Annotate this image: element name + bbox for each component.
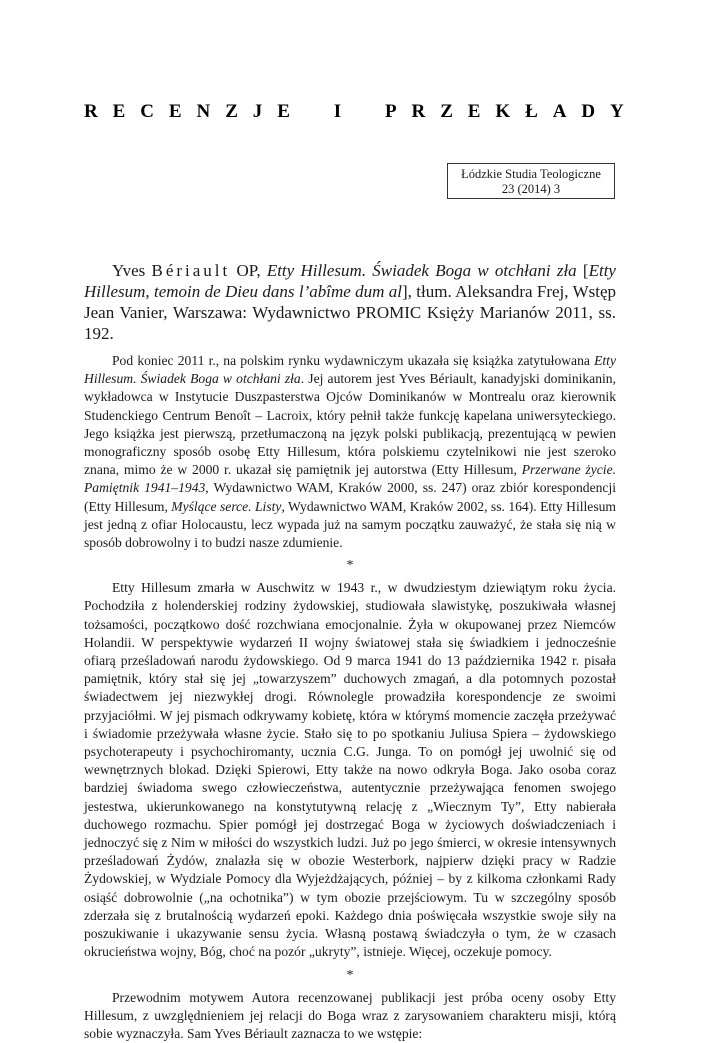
- journal-issue: 23 (2014) 3: [448, 182, 614, 197]
- citation-bracket-open: [: [577, 261, 589, 280]
- heading-letter: R: [412, 100, 426, 124]
- journal-name: Łódzkie Studia Teologiczne: [448, 167, 614, 182]
- section-heading: [84, 100, 624, 124]
- heading-letter: D: [581, 100, 595, 124]
- paragraph-motif: Przewodnim motywem Autora recenzowanej publikacji jest próba oceny osoby Etty Hillesum, z uwzględnieniem jej relacji do Boga wraz z zarysowaniem charakteru misji, którą sobie wyznaczyła. Sam Yves Bériault zaznacza to we wstępie:: [84, 989, 616, 1043]
- citation-author-first: Yves: [112, 261, 151, 280]
- letters-title-italic: Myślące serce. Listy: [171, 499, 281, 514]
- citation-title: Etty Hillesum. Świadek Boga w otchłani zła: [267, 261, 577, 280]
- heading-word-gap: [305, 100, 319, 124]
- diary-title-italic: Przerwane życie. Pamiętnik 1941–1943: [84, 462, 616, 495]
- citation-publication-details: ], tłum. Aleksandra Frej, Wstęp Jean Vanier, Warszawa: Wydawnictwo PROMIC Księży Marianów 2011, ss. 192.: [84, 282, 616, 343]
- paragraph-text: Pod koniec 2011 r., na polskim rynku wydawniczym ukazała się książka zatytułowana: [112, 353, 594, 368]
- heading-word-gap: [356, 100, 370, 124]
- heading-letter: K: [495, 100, 510, 124]
- heading-letter: E: [277, 100, 290, 124]
- section-separator: *: [84, 557, 616, 575]
- heading-letter: E: [169, 100, 182, 124]
- heading-letter: Z: [440, 100, 453, 124]
- heading-letter: R: [84, 100, 98, 124]
- heading-letter: C: [140, 100, 154, 124]
- book-title-italic: Etty Hillesum. Świadek Boga w otchłani zła: [84, 353, 616, 386]
- paragraph-intro: [84, 352, 616, 552]
- paragraph-text: . Jej autorem jest Yves Bériault, kanadyjski dominikanin, wykładowca w Instytucie Duszpasterstwa Ojców Dominikanów w Montrealu oraz kierownik Studenckiego Centrum Benoît – Lacroix, który pełnił także funkcję kapelana uniwersyteckiego. Jego książka jest pierwszą, przetłumaczoną na język polski publikacją, prezentującą w pewien monograficzny sposób osobę Etty Hillesum, która polskiemu czytelnikowi nie jest szeroko znana, mimo że w 2000 r. ukazał się pamiętnik jej autorstwa (Etty Hillesum,: [84, 371, 616, 477]
- heading-letter: Y: [610, 100, 624, 124]
- heading-letter: E: [113, 100, 126, 124]
- paragraph-text: , Wydawnictwo WAM, Kraków 2002, ss. 164). Etty Hillesum jest jedną z ofiar Holocaustu, lecz wypada już na samym początku zauważyć, że stała się nią w sposób dobrowolny i to budzi nasze zdumienie.: [84, 499, 616, 550]
- citation-order: OP,: [230, 261, 267, 280]
- section-separator: *: [84, 967, 616, 985]
- paragraph-biography: Etty Hillesum zmarła w Auschwitz w 1943 r., w dwudziestym dziewiątym roku życia. Pochodziła z holenderskiej rodziny żydowskiej, studiowała slawistykę, poszukiwała własnej tożsamości, początkowo dość rozchwiana emocjonalnie. Żyła w okupowanej przez Niemców Holandii. W perspektywie wydarzeń II wojny światowej stała się świadkiem i jednocześnie ofiarą prześladowań narodu żydowskiego. Od 9 marca 1941 do 13 października 1942 r. pisała pamiętnik, który stał się jej „towarzyszem” duchowych zmagań, a dla potomnych pozostał świadectwem jej niezwykłej drogi. Równolegle prowadziła korespondencje ze swoimi przyjaciółmi. W jej pismach odkrywamy kobietę, która w którymś momencie zaczęła przeżywać i świadomie przeżywała własne życie. Stało się to po spotkaniu Juliusa Spiera – żydowskiego psychoterapeuty i psychochiromanty, ucznia C.G. Junga. To on pomógł jej uwolnić się od wewnętrznych blokad. Dzięki Spierowi, Etty także na nowo odkryła Boga. Jako osoba coraz bardziej świadoma swego człowieczeństwa, autentycznie przeżywająca fenomen swojego jestestwa, ukierunkowanego na konstytutywną relację z „Wiecznym Ty”, Etty nabierała duchowego rozmachu. Spier pomógł jej dostrzegać Boga w życiowych doświadczeniach i jednoczyć się z Nim w miłości do wszystkich ludzi. Już po jego śmierci, w okresie intensywnych prześladowań Żydów, znalazła się w obozie Westerbork, najpierw dzięki pracy w Radzie Żydowskiej, w Wydziale Pomocy dla Wyjeżdżających, później – by z kilkoma członkami Rady osiąść dobrowolnie („na ochotnika”) w tym obozie przejściowym. Tu w szczególny sposób zderzała się z brutalnością wydarzeń epoki. Każdego dnia poświęcała wszystkie swoje siły na poszukiwanie i ukazywanie sensu życia. Własną postawą świadczyła o tym, że w czasach okrucieństwa wojny, Bóg, choć na pozór „ukryty”, istnieje. Więcej, oczekuje pomocy.: [84, 579, 616, 961]
- citation-author-last: Bériault: [151, 261, 230, 280]
- paragraph-text: , Wydawnictwo WAM, Kraków 2000, ss. 247) oraz zbiór korespondencji (Etty Hillesum,: [84, 480, 616, 513]
- heading-letter: P: [385, 100, 397, 124]
- review-body: [84, 352, 616, 1043]
- heading-letter: A: [553, 100, 567, 124]
- heading-letter: J: [253, 100, 263, 124]
- journal-info-box: [447, 163, 615, 199]
- heading-letter: E: [468, 100, 481, 124]
- heading-letter: N: [197, 100, 211, 124]
- heading-letter: Ł: [525, 100, 538, 124]
- heading-letter: Z: [225, 100, 238, 124]
- citation-original-title: Etty Hillesum, temoin de Dieu dans l’abîme dum al: [84, 261, 616, 301]
- heading-letter: I: [334, 100, 341, 124]
- book-citation: [84, 260, 616, 344]
